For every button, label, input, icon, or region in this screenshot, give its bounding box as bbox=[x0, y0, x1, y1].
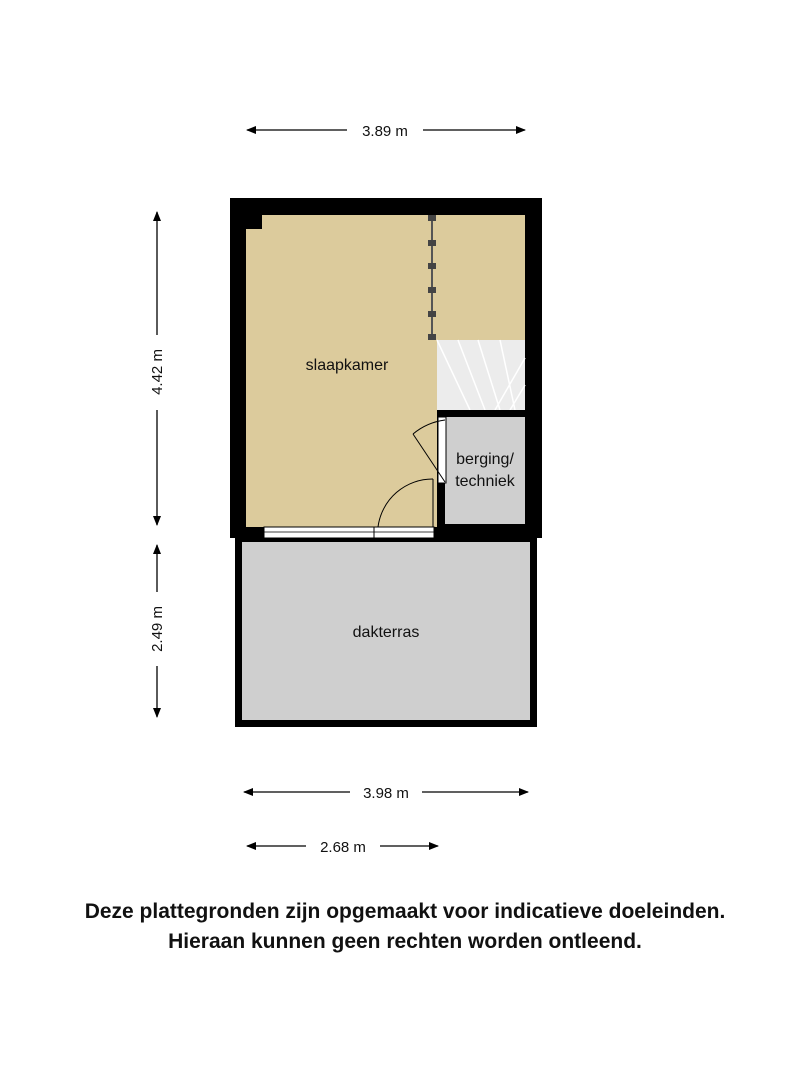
roof-terrace bbox=[235, 538, 537, 727]
dimension-label-left-upper: 4.42 m bbox=[149, 349, 166, 395]
dimension-label-left-lower: 2.49 m bbox=[149, 606, 166, 652]
dimension-left-lower bbox=[149, 545, 166, 717]
dimension-label-bottom-partial: 2.68 m bbox=[320, 839, 366, 856]
roof-terrace-label: dakterras bbox=[352, 624, 420, 641]
dimension-top bbox=[247, 123, 525, 140]
storage-label-line2: techniek bbox=[455, 473, 515, 490]
bedroom-label: slaapkamer bbox=[305, 357, 389, 374]
dimension-label-bottom-width: 3.98 m bbox=[363, 785, 409, 802]
staircase bbox=[437, 340, 525, 410]
storage-label-line1: berging/ bbox=[456, 451, 514, 468]
dimension-label-top-width: 3.89 m bbox=[362, 123, 408, 140]
disclaimer-line1: Deze plattegronden zijn opgemaakt voor indicatieve doeleinden. bbox=[84, 900, 726, 923]
dimension-bottom bbox=[244, 785, 528, 802]
dimension-left-upper bbox=[149, 212, 166, 525]
disclaimer-line2: Hieraan kunnen geen rechten worden ontleend. bbox=[168, 930, 642, 953]
dimension-bottom-partial bbox=[247, 839, 438, 856]
